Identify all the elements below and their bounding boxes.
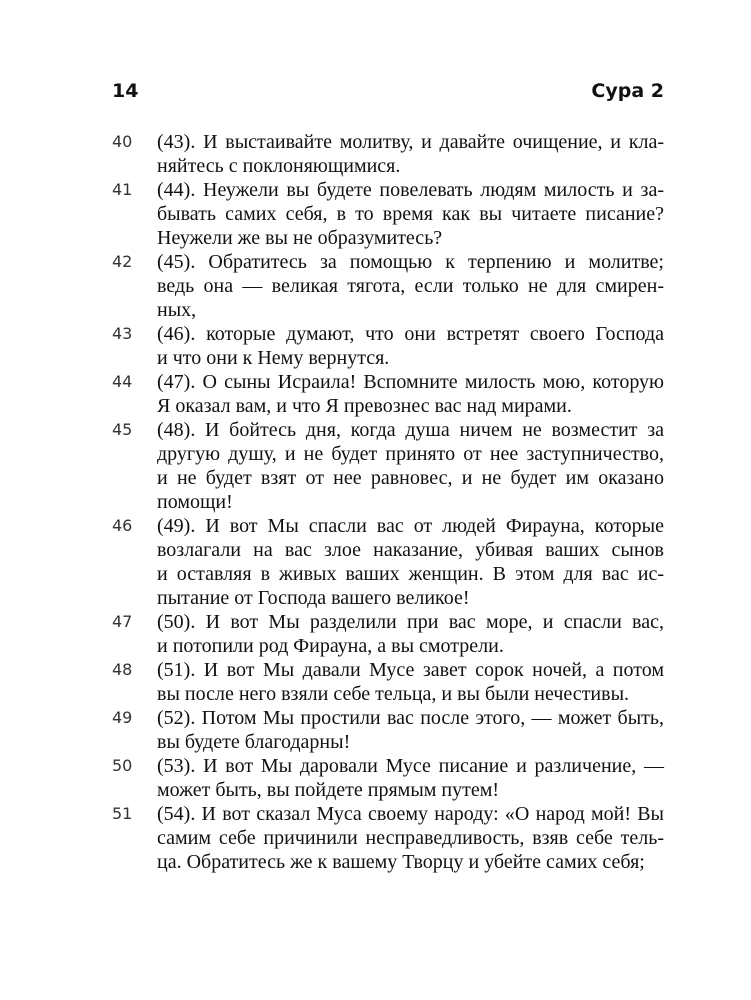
verse-line: самим себе причинили несправедливость, взяв себе тель-	[157, 827, 664, 849]
verse-number: 47	[112, 612, 133, 631]
verse-number: 44	[112, 372, 133, 391]
verse-line: (50). И вот Мы разделили при вас море, и спасли вас,	[157, 611, 664, 633]
verse-line: (53). И вот Мы даровали Мусе писание и различение, —	[157, 755, 664, 777]
verse-number: 49	[112, 708, 133, 727]
verse-line: (48). И бойтесь дня, когда душа ничем не возместит за	[157, 419, 664, 441]
verse-block	[112, 514, 664, 610]
verse-line: другую душу, и не будет принято от нее заступничество,	[157, 443, 664, 465]
verse-block	[112, 370, 664, 418]
verse-block	[112, 754, 664, 802]
verse-text	[157, 322, 664, 370]
verse-line: (54). И вот сказал Муса своему народу: «О народ мой! Вы	[157, 803, 664, 825]
verse-text	[157, 514, 664, 610]
verse-line: вы после него взяли себе тельца, и вы были нечестивы.	[157, 683, 630, 705]
verse-text	[157, 706, 664, 754]
verse-line: (49). И вот Мы спасли вас от людей Фирауна, которые	[157, 515, 664, 537]
verse-block	[112, 418, 664, 514]
verse-line: (46). которые думают, что они встретят своего Господа	[157, 323, 664, 345]
verse-line: (47). О сыны Исраила! Вспомните милость мою, которую	[157, 371, 664, 393]
verse-line: и не будет взят от нее равновес, и не будет им оказано	[157, 467, 664, 489]
verse-number: 42	[112, 252, 133, 271]
verse-number: 51	[112, 804, 133, 823]
verse-line: ведь она — великая тягота, если только не для смирен-	[157, 275, 664, 297]
verse-line: Я оказал вам, и что Я превознес вас над мирами.	[157, 395, 572, 417]
verse-block	[112, 658, 664, 706]
verse-line: (52). Потом Мы простили вас после этого, — может быть,	[157, 707, 664, 729]
verse-text	[157, 130, 664, 178]
verse-number: 45	[112, 420, 133, 439]
verse-list	[112, 130, 664, 874]
verse-line: возлагали на вас злое наказание, убивая ваших сынов	[157, 539, 664, 561]
verse-line: может быть, вы пойдете прямым путем!	[157, 779, 500, 801]
verse-text	[157, 658, 664, 706]
verse-number: 41	[112, 180, 133, 199]
verse-number: 50	[112, 756, 133, 775]
verse-line: ца. Обратитесь же к вашему Творцу и убейте самих себя;	[157, 851, 645, 873]
verse-line: и потопили род Фирауна, а вы смотрели.	[157, 635, 504, 657]
verse-text	[157, 610, 664, 658]
verse-block	[112, 322, 664, 370]
verse-text	[157, 250, 664, 322]
running-head-surah: Сура 2	[591, 80, 664, 102]
verse-number: 43	[112, 324, 133, 343]
verse-line: (43). И выстаивайте молитву, и давайте очищение, и кла-	[157, 131, 664, 153]
verse-line: (44). Неужели вы будете повелевать людям милость и за-	[157, 179, 664, 201]
verse-text	[157, 802, 664, 874]
verse-line: и что они к Нему вернутся.	[157, 347, 390, 369]
verse-line: (51). И вот Мы давали Мусе завет сорок ночей, а потом	[157, 659, 664, 681]
verse-text	[157, 178, 664, 250]
verse-line: помощи!	[157, 491, 233, 513]
verse-text	[157, 418, 664, 514]
verse-number: 46	[112, 516, 133, 535]
verse-line: бывать самих себя, в то время как вы читаете писание?	[157, 203, 664, 225]
verse-line: няйтесь с поклоняющимися.	[157, 155, 401, 177]
verse-block	[112, 178, 664, 250]
verse-line: ных,	[157, 299, 197, 321]
page-header	[112, 80, 664, 110]
verse-number: 48	[112, 660, 133, 679]
verse-line: Неужели же вы не образумитесь?	[157, 227, 443, 249]
verse-block	[112, 610, 664, 658]
verse-text	[157, 370, 664, 418]
verse-text	[157, 754, 664, 802]
verse-line: вы будете благодарны!	[157, 731, 351, 753]
verse-block	[112, 706, 664, 754]
page-number: 14	[112, 80, 139, 102]
verse-block	[112, 250, 664, 322]
verse-block	[112, 802, 664, 874]
verse-number: 40	[112, 132, 133, 151]
verse-block	[112, 130, 664, 178]
verse-line: пытание от Господа вашего великое!	[157, 587, 470, 609]
verse-line: (45). Обратитесь за помощью к терпению и молитве;	[157, 251, 664, 273]
verse-line: и оставляя в живых ваших женщин. В этом для вас ис-	[157, 563, 664, 585]
